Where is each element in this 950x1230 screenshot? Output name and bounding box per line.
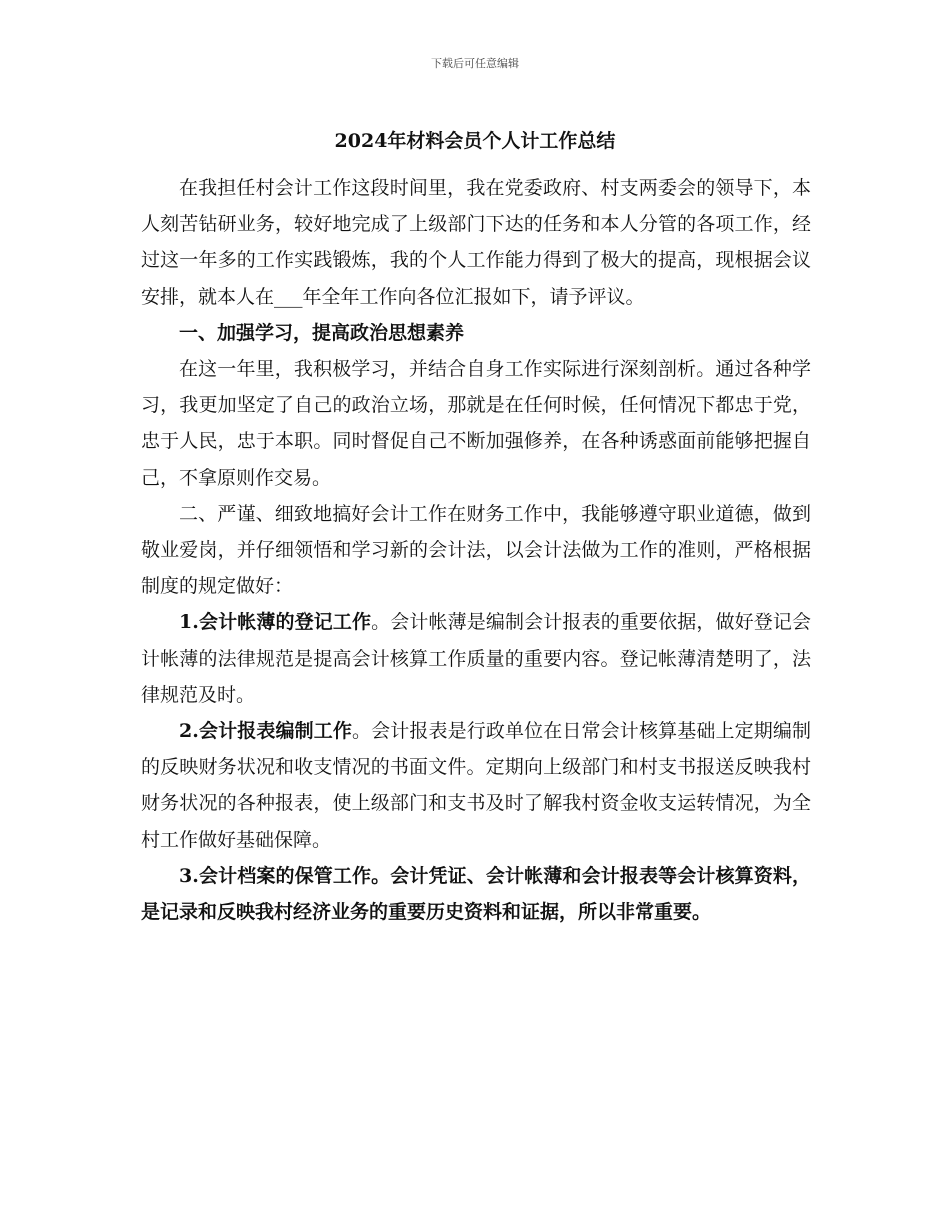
- item-2-lead: 2.会计报表编制工作: [179, 720, 352, 743]
- header-note: 下载后可任意编辑: [431, 57, 519, 70]
- section-heading-1: 一、加强学习，提高政治思想素养: [179, 321, 465, 344]
- item-1-text: 。会计帐薄是编制会计报表的重要依据，做好登记会计帐薄的法律规范是提高会计核算工作质量的重要内容。登记帐薄清楚明了，法律规范及时。: [141, 611, 811, 706]
- item-1-paragraph: [141, 604, 811, 713]
- item-2-paragraph: [141, 713, 811, 858]
- intro-paragraph: 在我担任村会计工作这段时间里，我在党委政府、村支两委会的领导下，本人刻苦钻研业务，较好地完成了上级部门下达的任务和本人分管的各项工作，经过这一年多的工作实践锻炼，我的个人工作能力得到了极大的提高，现根据会议安排，就本人在___年全年工作向各位汇报如下，请予评议。: [141, 177, 811, 308]
- item-2-text: 。会计报表是行政单位在日常会计核算基础上定期编制的反映财务状况和收支情况的书面文件。定期向上级部门和村支书报送反映我村财务状况的各种报表，使上级部门和支书及时了解我村资金收支运转情况，为全村工作做好基础保障。: [141, 720, 811, 851]
- document-body: [141, 170, 811, 930]
- section-1-paragraph: 在这一年里，我积极学习，并结合自身工作实际进行深刻剖析。通过各种学习，我更加坚定了自己的政治立场，那就是在任何时候，任何情况下都忠于党，忠于人民，忠于本职。同时督促自己不断加强修养，在各种诱惑面前能够把握自己，不拿原则作交易。: [141, 358, 811, 489]
- section-2-paragraph: 二、严谨、细致地搞好会计工作在财务工作中，我能够遵守职业道德，做到敬业爱岗，并仔细领悟和学习新的会计法，以会计法做为工作的准则，严格根据制度的规定做好：: [141, 502, 811, 598]
- item-3-paragraph: 3.会计档案的保管工作。会计凭证、会计帐薄和会计报表等会计核算资料，是记录和反映我村经济业务的重要历史资料和证据，所以非常重要。: [141, 864, 811, 924]
- item-1-lead: 1.会计帐薄的登记工作: [179, 611, 372, 634]
- document-title: 2024年材料会员个人计工作总结: [334, 130, 616, 152]
